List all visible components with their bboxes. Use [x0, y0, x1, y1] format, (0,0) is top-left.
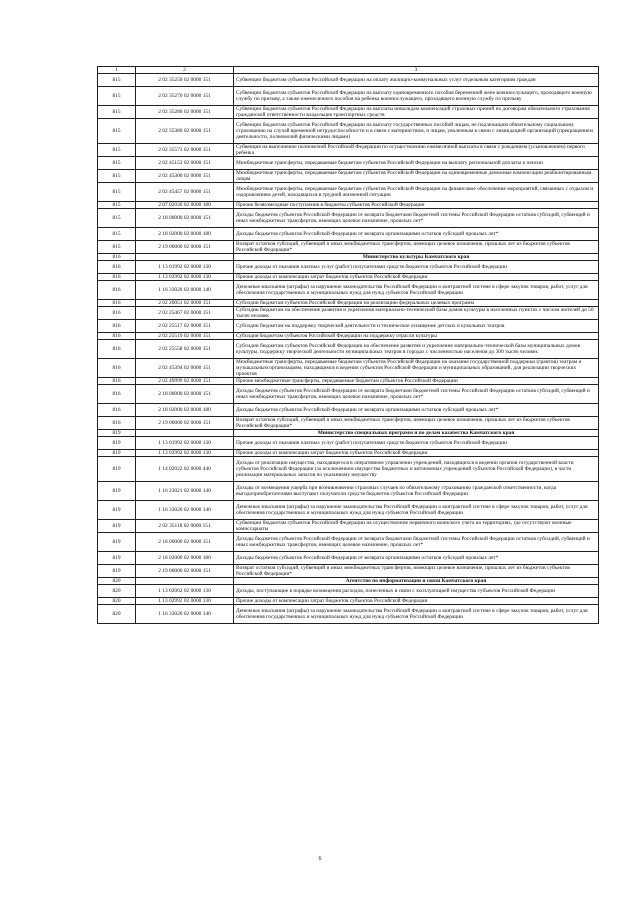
description-cell: Субсидии бюджетам на обеспечение развития и укрепления материально-технической базы домов культуры в населенных пунктах с числом жителей до 50 тысяч человек	[234, 307, 599, 320]
revenue-code-cell: 2 02 35573 02 0000 151	[136, 144, 234, 157]
admin-code-cell: 820	[98, 585, 136, 598]
revenue-code-cell: 1 13 01992 02 0000 130	[136, 261, 234, 274]
table-row	[98, 340, 599, 359]
table-row	[98, 241, 599, 254]
table-row	[98, 520, 599, 533]
admin-code-cell: 816	[98, 281, 136, 300]
header-row	[98, 67, 599, 74]
admin-code-cell: 816	[98, 300, 136, 307]
revenue-code-cell: 2 19 00000 02 0000 151	[136, 417, 234, 430]
description-cell: Субвенция на выполнение полномочий Российской Федерации по осуществлению ежемесячной выплаты в связи с рождением (усыновлением) первого ребенка	[234, 144, 599, 157]
table-row	[98, 300, 599, 307]
table-row	[98, 119, 599, 144]
table-row	[98, 261, 599, 274]
table-row	[98, 157, 599, 170]
header-col-2: 2	[136, 67, 234, 74]
revenue-code-cell: 2 02 35250 02 0000 151	[136, 74, 234, 87]
description-cell: Прочие доходы от оказания платных услуг (работ) получателями средств бюджетов субъектов Российской Федерации	[234, 437, 599, 450]
table-row	[98, 170, 599, 183]
table-row	[98, 333, 599, 340]
table-row	[98, 281, 599, 300]
description-cell: Субвенции бюджетам субъектов Российской Федерации на выплату единовременного пособия беременной жене военнослужащего, проходящего военную службу по призыву, а также ежемесячного пособия на ребенка военнослужащего, проходящего военную службу по призыву	[234, 87, 599, 106]
section-title-cell: Министерство специальных программ и по делам казачества Камчатского края	[234, 430, 599, 437]
description-cell: Субвенции бюджетам субъектов Российской Федерации на осуществление первичного воинского учета на территориях, где отсутствуют военные комиссариаты	[234, 520, 599, 533]
revenue-code-cell: 1 16 33020 02 0000 140	[136, 605, 234, 624]
description-cell: Прочие доходы от компенсации затрат бюджетов субъектов Российской Федерации	[234, 274, 599, 281]
table-row	[98, 533, 599, 552]
admin-code-cell: 816	[98, 333, 136, 340]
revenue-code-cell: 1 13 02992 02 0000 130	[136, 598, 234, 605]
description-cell: Доходы бюджетов субъектов Российской Федерации от возврата бюджетами бюджетной системы Российской Федерации остатков субсидий, субвенций и иных межбюджетных трансфертов, имеющих целевое назначение, прошлых лет*	[234, 385, 599, 404]
description-cell: Денежные взыскания (штрафы) за нарушение законодательства Российской Федерации о контрактной системе в сфере закупок товаров, работ, услуг для обеспечения государственных и муниципальных нужд для нужд субъектов Российской Федерации	[234, 501, 599, 520]
table-row	[98, 482, 599, 501]
admin-code-cell: 820	[98, 578, 136, 585]
admin-code-cell: 816	[98, 378, 136, 385]
admin-code-cell: 815	[98, 241, 136, 254]
revenue-codes-table	[97, 66, 599, 624]
revenue-code-cell: 2 18 00000 02 0000 151	[136, 385, 234, 404]
revenue-code-cell: 2 02 25519 02 0000 151	[136, 333, 234, 340]
table-row	[98, 359, 599, 378]
admin-code-cell: 819	[98, 437, 136, 450]
table-row	[98, 320, 599, 333]
description-cell: Доходы от возмещения ущерба при возникновении страховых случаев по обязательному страхованию гражданской ответственности, когда выгодоприобретателями выступают получатели средств бюджетов субъектов Российской Федерации	[234, 482, 599, 501]
revenue-code-cell: 1 16 33020 02 0000 140	[136, 281, 234, 300]
admin-code-cell: 816	[98, 417, 136, 430]
table-row	[98, 501, 599, 520]
table-row	[98, 605, 599, 624]
admin-code-cell: 819	[98, 457, 136, 482]
revenue-code-cell: 1 13 02992 02 0000 130	[136, 274, 234, 281]
table-row	[98, 202, 599, 209]
description-cell: Денежные взыскания (штрафы) за нарушение законодательства Российской Федерации о контрактной системе в сфере закупок товаров, работ, услуг для обеспечения государственных и муниципальных нужд для нужд субъектов Российской Федерации	[234, 605, 599, 624]
description-cell: Межбюджетные трансферты, передаваемые бюджетам субъектов Российской Федерации на оказание государственной поддержки (грантов) театрам и музыкальным организациям, находящимся в ведении субъектов Российской Федерации и муниципальных образований, для реализации творческих проектов	[234, 359, 599, 378]
description-cell: Доходы бюджетов субъектов Российской Федерации от возврата бюджетами бюджетной системы Российской Федерации остатков субсидий, субвенций и иных межбюджетных трансфертов, имеющих целевое назначение, прошлых лет*	[234, 533, 599, 552]
revenue-code-cell: 2 18 00000 02 0000 151	[136, 533, 234, 552]
description-cell: Прочие доходы от компенсации затрат бюджетов субъектов Российской Федерации	[234, 598, 599, 605]
table-row	[98, 585, 599, 598]
description-cell: Межбюджетные трансферты, передаваемые бюджетам субъектов Российской Федерации на единовременные денежные компенсации реабилитированным лицам	[234, 170, 599, 183]
table-row	[98, 552, 599, 565]
section-header-row	[98, 578, 599, 585]
admin-code-cell: 815	[98, 87, 136, 106]
description-cell: Прочие межбюджетные трансферты, передаваемые бюджетам субъектов Российской Федерации	[234, 378, 599, 385]
admin-code-cell: 815	[98, 209, 136, 228]
revenue-code-cell	[136, 430, 234, 437]
admin-code-cell: 819	[98, 520, 136, 533]
description-cell: Субсидия бюджетам субъектов Российской Федерации на поддержку отрасли культуры	[234, 333, 599, 340]
description-cell: Субвенции бюджетам субъектов Российской Федерации на выплаты инвалидам компенсаций страховых премий по договорам обязательного страхования гражданской ответственности владельцев транспортных средств	[234, 106, 599, 119]
admin-code-cell: 819	[98, 533, 136, 552]
admin-code-cell: 819	[98, 482, 136, 501]
revenue-code-cell: 2 07 02030 02 0000 180	[136, 202, 234, 209]
revenue-code-cell: 2 18 02000 02 0000 180	[136, 404, 234, 417]
admin-code-cell: 816	[98, 404, 136, 417]
header-col-1: 1	[98, 67, 136, 74]
admin-code-cell: 815	[98, 74, 136, 87]
admin-code-cell: 816	[98, 254, 136, 261]
table-row	[98, 565, 599, 578]
table-row	[98, 450, 599, 457]
description-cell: Межбюджетные трансферты, передаваемые бюджетам субъектов Российской Федерации на выплату региональной доплаты к пенсии	[234, 157, 599, 170]
section-header-row	[98, 430, 599, 437]
revenue-code-cell: 2 18 02000 02 0000 180	[136, 552, 234, 565]
revenue-code-cell: 2 02 35280 02 0000 151	[136, 106, 234, 119]
description-cell: Возврат остатков субсидий, субвенций и иных межбюджетных трансфертов, имеющих целевое назначение, прошлых лет из бюджетов субъектов Российской Федерации*	[234, 417, 599, 430]
revenue-code-cell: 1 13 02992 02 0000 130	[136, 450, 234, 457]
table-row	[98, 74, 599, 87]
description-cell: Доходы бюджетов субъектов Российской Федерации от возврата бюджетами бюджетной системы Российской Федерации остатков субсидий, субвенций и иных межбюджетных трансфертов, имеющих целевое назначение, прошлых лет*	[234, 209, 599, 228]
revenue-code-cell: 2 02 25467 02 0000 151	[136, 307, 234, 320]
section-header-row	[98, 254, 599, 261]
admin-code-cell: 816	[98, 359, 136, 378]
revenue-code-cell: 2 02 35380 02 0000 151	[136, 119, 234, 144]
revenue-code-cell: 2 19 00000 02 0000 151	[136, 241, 234, 254]
description-cell: Субвенции бюджетам субъектов Российской Федерации на оплату жилищно-коммунальных услуг отдельным категориям граждан	[234, 74, 599, 87]
revenue-code-cell: 1 16 23021 02 0000 140	[136, 482, 234, 501]
description-cell: Субсидии бюджетам субъектов Российской Федерации на обеспечение развития и укрепление материально-технической базы муниципальных домов культуры, поддержку творческой деятельности муниципальных театров в городах с численностью населения до 300 тысяч человек	[234, 340, 599, 359]
revenue-code-cell: 1 14 02022 02 0000 440	[136, 457, 234, 482]
revenue-code-cell: 1 13 02062 02 0000 130	[136, 585, 234, 598]
description-cell: Субвенции бюджетам субъектов Российской Федерации на выплату государственных пособий лицам, не подлежащим обязательному социальному страхованию на случай временной нетрудоспособности и в связи с материнством, и лицам, уволенным в связи с ликвидацией организаций (прекращением деятельности, полномочий физическими лицами)	[234, 119, 599, 144]
revenue-code-cell: 2 02 45300 02 0000 151	[136, 170, 234, 183]
revenue-code-cell: 1 13 01992 02 0000 130	[136, 437, 234, 450]
header-col-3: 3	[234, 67, 599, 74]
admin-code-cell: 816	[98, 307, 136, 320]
revenue-code-cell: 2 02 20051 02 0000 151	[136, 300, 234, 307]
table-row	[98, 385, 599, 404]
revenue-code-cell: 2 02 25558 02 0000 151	[136, 340, 234, 359]
table-row	[98, 437, 599, 450]
admin-code-cell: 816	[98, 261, 136, 274]
table-row	[98, 144, 599, 157]
admin-code-cell: 815	[98, 144, 136, 157]
description-cell: Прочие доходы от оказания платных услуг (работ) получателями средств бюджетов субъектов Российской Федерации	[234, 261, 599, 274]
revenue-code-cell: 2 18 00000 02 0000 151	[136, 209, 234, 228]
admin-code-cell: 816	[98, 340, 136, 359]
admin-code-cell: 816	[98, 385, 136, 404]
admin-code-cell: 815	[98, 119, 136, 144]
revenue-code-cell: 2 02 49999 02 0000 151	[136, 378, 234, 385]
section-title-cell: Министерство культуры Камчатского края	[234, 254, 599, 261]
description-cell: Доходы бюджетов субъектов Российской Федерации от возврата организациями остатков субсидий прошлых лет*	[234, 228, 599, 241]
table-row	[98, 404, 599, 417]
admin-code-cell: 815	[98, 228, 136, 241]
revenue-code-cell: 2 02 35118 02 0000 151	[136, 520, 234, 533]
revenue-code-cell: 2 02 45394 02 0000 151	[136, 359, 234, 378]
description-cell: Доходы, поступающие в порядке возмещения расходов, понесенных в связи с эксплуатацией имущества субъектов Российской Федерации	[234, 585, 599, 598]
admin-code-cell: 820	[98, 605, 136, 624]
table-row	[98, 183, 599, 202]
revenue-code-cell	[136, 578, 234, 585]
table-row	[98, 209, 599, 228]
admin-code-cell: 815	[98, 183, 136, 202]
admin-code-cell: 819	[98, 552, 136, 565]
page-number: 6	[318, 856, 322, 862]
table-row	[98, 87, 599, 106]
description-cell: Прочие доходы от компенсации затрат бюджетов субъектов Российской Федерации	[234, 450, 599, 457]
table-row	[98, 228, 599, 241]
description-cell: Прочие безвозмездные поступления в бюджеты субъектов Российской Федерации	[234, 202, 599, 209]
revenue-code-cell: 2 02 45457 02 0000 151	[136, 183, 234, 202]
table-row	[98, 378, 599, 385]
admin-code-cell: 815	[98, 106, 136, 119]
table-row	[98, 274, 599, 281]
admin-code-cell: 816	[98, 320, 136, 333]
admin-code-cell: 815	[98, 202, 136, 209]
admin-code-cell: 819	[98, 430, 136, 437]
revenue-code-cell: 2 18 02000 02 0000 180	[136, 228, 234, 241]
description-cell: Межбюджетные трансферты, передаваемые бюджетам субъектов Российской Федерации на финансовое обеспечение мероприятий, связанных с отдыхом и оздоровлением детей, находящихся в трудной жизненной ситуации	[234, 183, 599, 202]
admin-code-cell: 816	[98, 274, 136, 281]
admin-code-cell: 815	[98, 157, 136, 170]
admin-code-cell: 820	[98, 598, 136, 605]
table-row	[98, 106, 599, 119]
description-cell: Доходы бюджетов субъектов Российской Федерации от возврата организациями остатков субсидий прошлых лет*	[234, 404, 599, 417]
description-cell: Возврат остатков субсидий, субвенций и иных межбюджетных трансфертов, имеющих целевое назначение, прошлых лет из бюджетов субъектов Российской Федерации*	[234, 241, 599, 254]
table-body	[98, 74, 599, 624]
revenue-code-cell: 2 19 00000 02 0000 151	[136, 565, 234, 578]
description-cell: Доходы бюджетов субъектов Российской Федерации от возврата организациями остатков субсидий прошлых лет*	[234, 552, 599, 565]
revenue-code-cell: 1 16 33020 02 0000 140	[136, 501, 234, 520]
admin-code-cell: 815	[98, 170, 136, 183]
description-cell: Доходы от реализации имущества, находящегося в оперативном управлении учреждений, находящихся в ведении органов государственной власти субъектов Российской Федерации (за исключением имущества бюджетных и автономных учреждений субъектов Российской Федерации), в части реализации материальных запасов по указанному имуществу	[234, 457, 599, 482]
revenue-code-cell	[136, 254, 234, 261]
admin-code-cell: 819	[98, 450, 136, 457]
revenue-code-cell: 2 02 25517 02 0000 151	[136, 320, 234, 333]
revenue-code-cell: 2 02 35270 02 0000 151	[136, 87, 234, 106]
table-row	[98, 457, 599, 482]
description-cell: Возврат остатков субсидий, субвенций и иных межбюджетных трансфертов, имеющих целевое назначение, прошлых лет из бюджетов субъектов Российской Федерации*	[234, 565, 599, 578]
admin-code-cell: 819	[98, 565, 136, 578]
table-header	[98, 67, 599, 74]
description-cell: Субсидии бюджетам субъектов Российской Федерации на реализацию федеральных целевых программ	[234, 300, 599, 307]
description-cell: Субсидии бюджетам на поддержку творческой деятельности и техническое оснащение детских и кукольных театров	[234, 320, 599, 333]
table-row	[98, 307, 599, 320]
revenue-code-cell: 2 02 45153 02 0000 151	[136, 157, 234, 170]
section-title-cell: Агентство по информатизации и связи Камчатского края	[234, 578, 599, 585]
admin-code-cell: 819	[98, 501, 136, 520]
table-row	[98, 598, 599, 605]
description-cell: Денежные взыскания (штрафы) за нарушение законодательства Российской Федерации о контрактной системе в сфере закупок товаров, работ, услуг для обеспечения государственных и муниципальных нужд для нужд субъектов Российской Федерации	[234, 281, 599, 300]
table-row	[98, 417, 599, 430]
